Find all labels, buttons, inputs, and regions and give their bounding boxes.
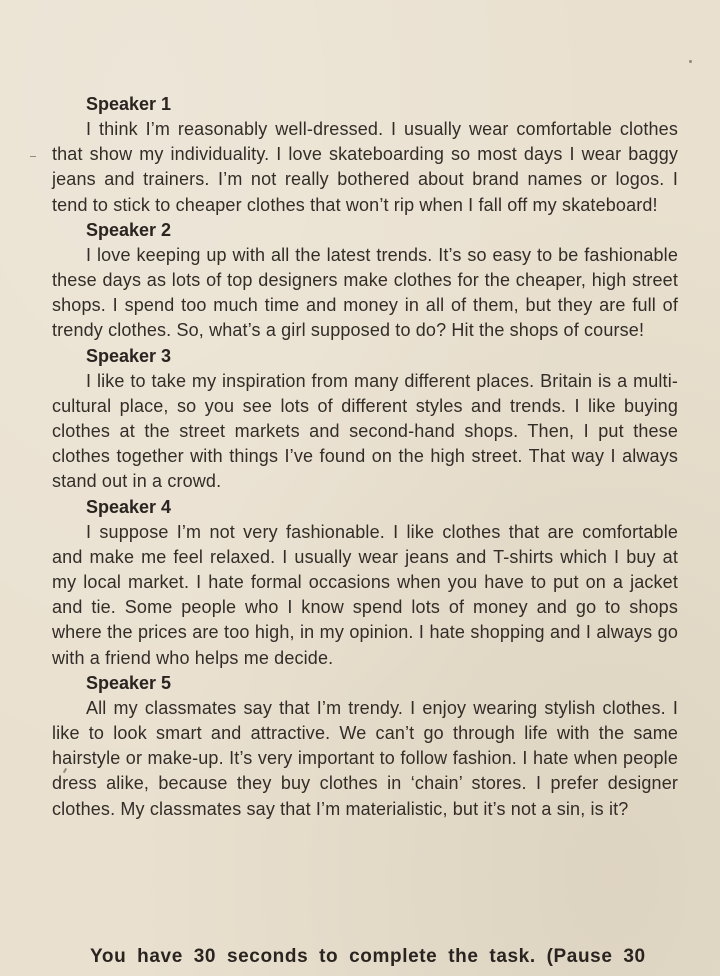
speaker-heading: Speaker 4 bbox=[86, 496, 172, 517]
speaker-heading: Speaker 5 bbox=[86, 672, 172, 693]
task-instruction: You have 30 seconds to complete the task. (Pause 30 bbox=[90, 946, 646, 967]
speaker-block bbox=[52, 344, 678, 495]
speaker-text: I suppose I’m not very fashionable. I like clothes that are comfortable and make me feel relaxed. I usually wear jeans and T-shirts which I buy at my local market. I hate formal occasions when you have to put on a jacket and tie. Some people who I know spend lots of money and go to shops where the prices are too high, in my opinion. I hate shopping and I always go with a friend who helps me decide. bbox=[52, 521, 678, 668]
speaker-heading: Speaker 1 bbox=[86, 94, 172, 114]
speaker-block bbox=[52, 92, 678, 218]
speaker-heading: Speaker 2 bbox=[86, 219, 172, 240]
print-speck bbox=[30, 156, 36, 157]
print-speck bbox=[689, 60, 692, 63]
speaker-block bbox=[52, 495, 678, 671]
speaker-text: I like to take my inspiration from many different places. Britain is a multi-cultural place, so you see lots of different styles and trends. I like buying clothes at the street markets and second-hand shops. Then, I put these clothes together with things I’ve found on the high street. That way I always stand out in a crowd. bbox=[52, 370, 678, 492]
transcript-page bbox=[52, 92, 678, 822]
speaker-block bbox=[52, 671, 678, 822]
speaker-block bbox=[52, 218, 678, 344]
speaker-heading: Speaker 3 bbox=[86, 345, 172, 366]
speaker-text: I love keeping up with all the latest trends. It’s so easy to be fashionable these days as lots of top designers make clothes for the cheaper, high street shops. I spend too much time and money in all of them, but they are full of trendy clothes. So, what’s a girl supposed to do? Hit the shops of course! bbox=[52, 244, 678, 341]
speaker-text: I think I’m reasonably well-dressed. I usually wear comfortable clothes that show my individuality. I love skateboarding so most days I wear baggy jeans and trainers. I’m not really bothered about brand names or logos. I tend to stick to cheaper clothes that won’t rip when I fall off my skateboard! bbox=[52, 119, 678, 215]
speaker-text: All my classmates say that I’m trendy. I enjoy wearing stylish clothes. I like to look smart and attractive. We can’t go through life with the same hairstyle or make-up. It’s very important to follow fashion. I hate when people dress alike, because they buy clothes in ‘chain’ stores. I prefer designer clothes. My classmates say that I’m materialistic, but it’s not a sin, is it? bbox=[52, 697, 678, 819]
